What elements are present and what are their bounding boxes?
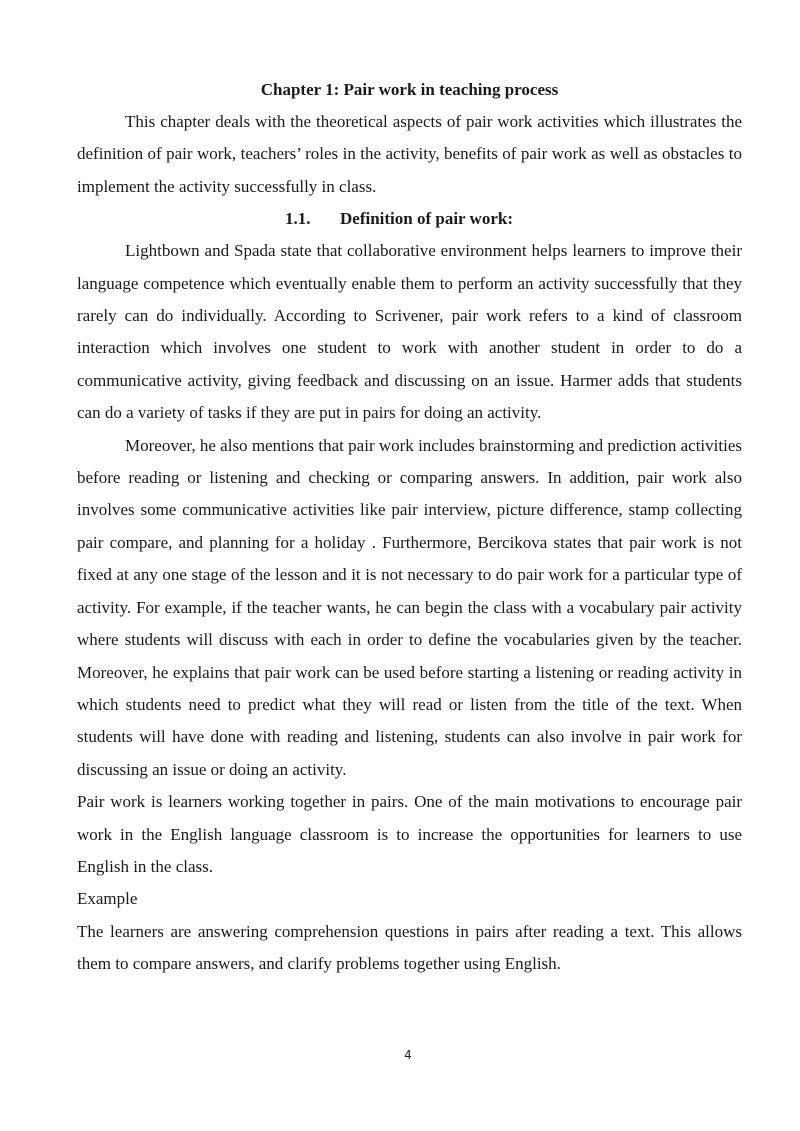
chapter-title: Chapter 1: Pair work in teaching process [260, 80, 559, 99]
paragraph-3: Pair work is learners working together in pairs. One of the main motivations to encourage pair work in the English language classroom is to increase the opportunities for learners to use English in the class. [77, 792, 742, 876]
paragraph-4: The learners are answering comprehension questions in pairs after reading a text. This allows them to compare answers, and clarify problems together using English. [77, 921, 742, 974]
intro-paragraph: This chapter deals with the theoretical aspects of pair work activities which illustrates the definition of pair work, teachers’ roles in the activity, benefits of pair work as well as obstacles to implement the activity successfully in class. [77, 112, 742, 196]
document-page [77, 74, 742, 981]
page-number: 4 [404, 1048, 412, 1062]
section-title: Definition of pair work: [340, 209, 513, 229]
section-number: 1.1. [285, 209, 311, 229]
paragraph-2: Moreover, he also mentions that pair work includes brainstorming and prediction activities before reading or listening and checking or comparing answers. In addition, pair work also involves some communicative activities like pair interview, picture difference, stamp collecting pair compare, and planning for a holiday . Furthermore, Bercikova states that pair work is not fixed at any one stage of the lesson and it is not necessary to do pair work for a particular type of activity. For example, if the teacher wants, he can begin the class with a vocabulary pair activity where students will discuss with each in order to define the vocabularies given by the teacher. Moreover, he explains that pair work can be used before starting a listening or reading activity in which students need to predict what they will read or listen from the title of the text. When students will have done with reading and listening, students can also involve in pair work for discussing an issue or doing an activity. [77, 435, 742, 779]
section-heading [77, 203, 742, 235]
example-label: Example [77, 889, 138, 909]
paragraph-1: Lightbown and Spada state that collaborative environment helps learners to improve their language competence which eventually enable them to perform an activity successfully that they rarely can do individually. According to Scrivener, pair work refers to a kind of classroom interaction which involves one student to work with another student in order to do a communicative activity, giving feedback and discussing on an issue. Harmer adds that students can do a variety of tasks if they are put in pairs for doing an activity. [77, 241, 742, 423]
